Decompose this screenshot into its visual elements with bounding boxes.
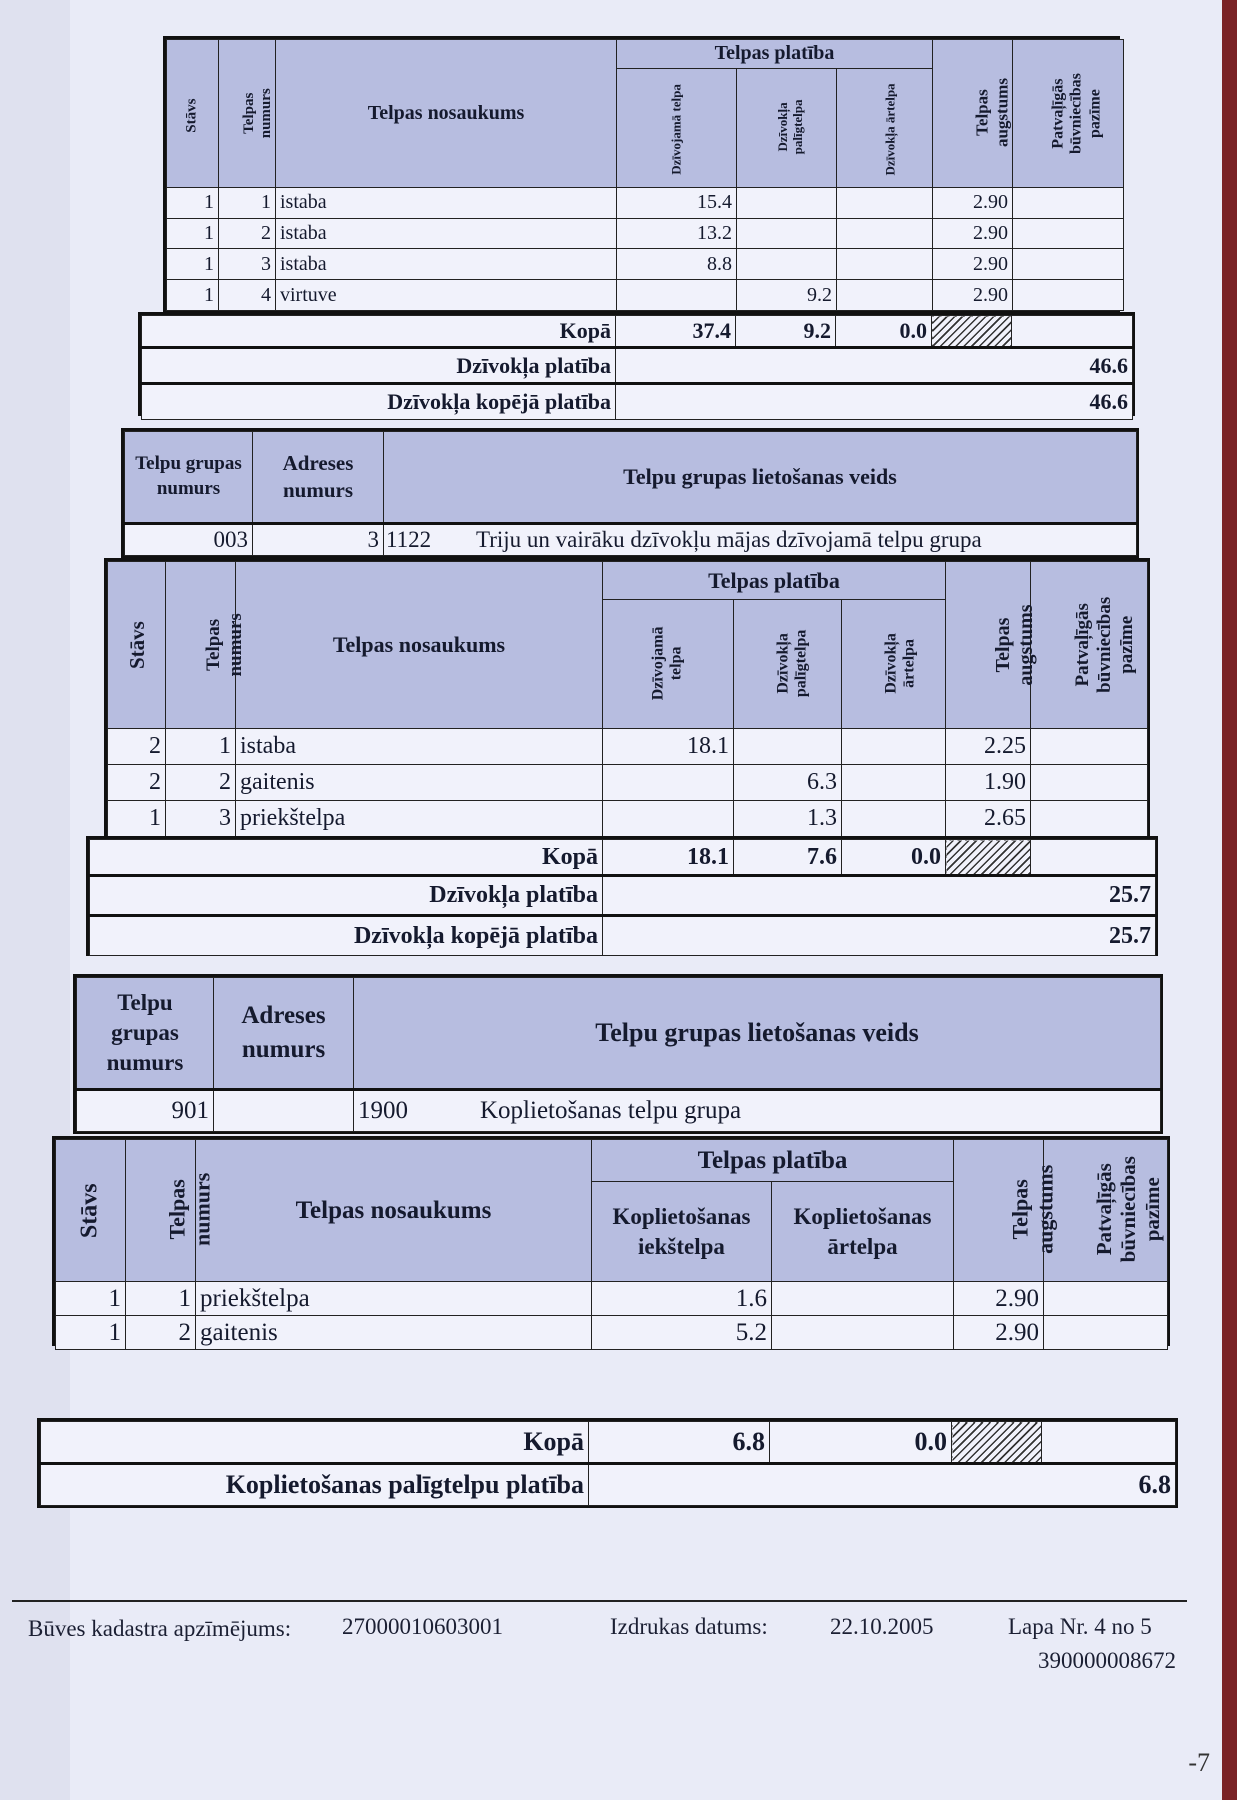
cell-pazime [1031, 729, 1148, 765]
cell-artelpa [837, 249, 933, 280]
cell-augstums: 2.90 [933, 249, 1013, 280]
cell-nr: 2 [219, 218, 276, 249]
header-telpu-grupas-numurs: Telpu grupas numurs [77, 978, 214, 1090]
cell-ikstelpa: 5.2 [592, 1316, 772, 1350]
cell-artelpa [772, 1316, 954, 1350]
cell-augstums: 2.90 [933, 280, 1013, 311]
cell-augstums: 2.90 [954, 1316, 1044, 1350]
dzivokla-kopeja-label: Dzīvokļa kopējā platība [142, 384, 616, 420]
header-paligtelpa: Dzīvokļa palīgtelpa [737, 68, 837, 187]
dzivokla-kopeja-value: 25.7 [603, 916, 1156, 956]
header-telpas-numurs: Telpas numurs [166, 562, 236, 729]
table-row [167, 187, 1124, 218]
cell-artelpa [842, 765, 946, 801]
cell-stavs: 1 [56, 1316, 126, 1350]
cell-ikstelpa: 1.6 [592, 1282, 772, 1316]
table-row [167, 249, 1124, 280]
cell-pazime [1031, 765, 1148, 801]
cell-artelpa [772, 1282, 954, 1316]
dzivokla-platiba-row [142, 348, 1133, 384]
header-stavs: Stāvs [167, 40, 219, 188]
cell-paligtelpa [737, 249, 837, 280]
table-row [56, 1282, 1168, 1316]
header-telpas-numurs: Telpas numurs [219, 40, 276, 188]
cell-name: gaitenis [236, 765, 603, 801]
header-dzivojama: Dzīvojamā telpa [617, 68, 737, 187]
table-row [167, 280, 1124, 311]
header-artelpa: Dzīvokļa ārtelpa [842, 600, 946, 729]
group-kods: 1900 [358, 1097, 408, 1124]
header-telpas-nosaukums: Telpas nosaukums [196, 1140, 592, 1282]
table-row [167, 218, 1124, 249]
cell-stavs: 1 [56, 1282, 126, 1316]
cell-nr: 1 [166, 729, 236, 765]
cell-name: virtuve [276, 280, 617, 311]
group-numurs: 901 [77, 1090, 214, 1132]
header-patvaligas: Patvaļīgās būvniecības pazīme [1044, 1140, 1168, 1282]
cell-pazime [1013, 249, 1124, 280]
header-telpas-augstums: Telpas augstums [954, 1140, 1044, 1282]
cell-dzivojama: 15.4 [617, 187, 737, 218]
header-telpas-platiba: Telpas platība [617, 40, 933, 69]
totals-1 [138, 312, 1135, 416]
kopa-dzivojama: 37.4 [616, 316, 736, 348]
cell-stavs: 1 [108, 801, 166, 837]
kopa-dzivojama: 18.1 [603, 840, 734, 876]
cell-pazime [1013, 218, 1124, 249]
cell-artelpa [837, 187, 933, 218]
empty-cell [1012, 316, 1133, 348]
cell-dzivojama [603, 765, 734, 801]
cell-paligtelpa: 6.3 [734, 765, 842, 801]
header-telpas-augstums: Telpas augstums [933, 40, 1013, 188]
cell-pazime [1013, 187, 1124, 218]
page-gutter [0, 0, 70, 1800]
kopa-paligtelpa: 9.2 [736, 316, 836, 348]
header-patvaligas: Patvaļīgās būvniecības pazīme [1013, 40, 1124, 188]
cell-artelpa [842, 729, 946, 765]
cell-pazime [1013, 280, 1124, 311]
cell-name: istaba [236, 729, 603, 765]
cell-dzivojama [617, 280, 737, 311]
cell-pazime [1031, 801, 1148, 837]
cell-stavs: 2 [108, 729, 166, 765]
header-dzivojama: Dzīvojamā telpa [603, 600, 734, 729]
cell-paligtelpa [737, 218, 837, 249]
cell-dzivojama: 18.1 [603, 729, 734, 765]
room-table-3 [52, 1136, 1170, 1346]
cell-paligtelpa: 9.2 [737, 280, 837, 311]
paligtelpu-platiba-label: Koplietošanas palīgtelpu platība [41, 1464, 589, 1506]
room-table-1 [163, 36, 1120, 314]
dzivokla-platiba-value: 25.7 [603, 876, 1156, 916]
group-numurs: 003 [125, 524, 253, 556]
cell-stavs: 1 [167, 249, 219, 280]
group-row [77, 1090, 1161, 1132]
cell-stavs: 1 [167, 218, 219, 249]
cell-augstums: 1.90 [946, 765, 1031, 801]
hatched-cell [946, 840, 1031, 876]
totals-2 [86, 836, 1158, 956]
dzivokla-platiba-row [90, 876, 1156, 916]
cell-artelpa [842, 801, 946, 837]
paligtelpu-platiba-row [41, 1464, 1176, 1506]
cell-paligtelpa [737, 187, 837, 218]
group-table-2 [121, 428, 1139, 558]
kopa-row [90, 840, 1156, 876]
header-artelpa: Dzīvokļa ārtelpa [837, 68, 933, 187]
cell-artelpa [837, 218, 933, 249]
paligtelpu-platiba-value: 6.8 [589, 1464, 1176, 1506]
table-row [108, 765, 1148, 801]
header-adreses-numurs: Adreses numurs [253, 432, 384, 524]
cell-name: istaba [276, 187, 617, 218]
header-koplietosanas-artelpa: Koplietošanas ārtelpa [772, 1182, 954, 1282]
group-veids-cell [354, 1090, 1161, 1132]
cell-pazime [1044, 1316, 1168, 1350]
table-row [56, 1316, 1168, 1350]
table-row [108, 729, 1148, 765]
header-lietosanas-veids: Telpu grupas lietošanas veids [384, 432, 1137, 524]
izdrukas-label: Izdrukas datums: [610, 1614, 768, 1639]
hatched-cell [952, 1422, 1042, 1464]
cell-name: istaba [276, 218, 617, 249]
dzivokla-kopeja-row [142, 384, 1133, 420]
kopa-row [41, 1422, 1176, 1464]
header-adreses-numurs: Adreses numurs [214, 978, 354, 1090]
cell-augstums: 2.25 [946, 729, 1031, 765]
header-telpas-platiba: Telpas platība [592, 1140, 954, 1182]
cell-dzivojama: 13.2 [617, 218, 737, 249]
empty-cell [1042, 1422, 1176, 1464]
group-adreses [214, 1090, 354, 1132]
cell-nr: 3 [166, 801, 236, 837]
totals-3 [37, 1418, 1178, 1508]
cell-artelpa [837, 280, 933, 311]
kopa-label: Kopā [41, 1422, 589, 1464]
kopa-ikstelpa: 6.8 [589, 1422, 770, 1464]
header-stavs: Stāvs [108, 562, 166, 729]
kadastra-value: 27000010603001 [342, 1614, 503, 1639]
document-number: 390000008672 [1038, 1648, 1176, 1673]
kopa-artelpa: 0.0 [842, 840, 946, 876]
kopa-artelpa: 0.0 [770, 1422, 952, 1464]
dzivokla-platiba-value: 46.6 [616, 348, 1133, 384]
kadastra-label: Būves kadastra apzīmējums: [28, 1616, 292, 1641]
group-row [125, 524, 1137, 556]
cell-name: priekštelpa [196, 1282, 592, 1316]
cell-augstums: 2.90 [933, 187, 1013, 218]
header-telpas-augstums: Telpas augstums [946, 562, 1031, 729]
dzivokla-platiba-label: Dzīvokļa platība [142, 348, 616, 384]
cell-dzivojama [603, 801, 734, 837]
cell-paligtelpa: 1.3 [734, 801, 842, 837]
cell-nr: 1 [219, 187, 276, 218]
dzivokla-kopeja-value: 46.6 [616, 384, 1133, 420]
cell-stavs: 2 [108, 765, 166, 801]
cell-stavs: 1 [167, 187, 219, 218]
dzivokla-platiba-label: Dzīvokļa platība [90, 876, 603, 916]
empty-cell [1031, 840, 1156, 876]
cell-augstums: 2.65 [946, 801, 1031, 837]
group-table-3 [73, 974, 1163, 1134]
cell-augstums: 2.90 [954, 1282, 1044, 1316]
header-lietosanas-veids: Telpu grupas lietošanas veids [354, 978, 1161, 1090]
group-veids: Triju un vairāku dzīvokļu mājas dzīvojamā telpu grupa [476, 527, 982, 552]
group-adreses: 3 [253, 524, 384, 556]
header-stavs: Stāvs [56, 1140, 126, 1282]
header-paligtelpa: Dzīvokļa palīgtelpa [734, 600, 842, 729]
header-telpas-platiba: Telpas platība [603, 562, 946, 600]
dzivokla-kopeja-label: Dzīvokļa kopējā platība [90, 916, 603, 956]
cell-paligtelpa [734, 729, 842, 765]
cell-nr: 4 [219, 280, 276, 311]
kopa-row [142, 316, 1133, 348]
group-veids: Koplietošanas telpu grupa [480, 1097, 742, 1124]
header-telpas-nosaukums: Telpas nosaukums [276, 40, 617, 188]
header-patvaligas: Patvaļīgās būvniecības pazīme [1031, 562, 1148, 729]
group-kods: 1122 [386, 527, 432, 552]
hatched-cell [932, 316, 1012, 348]
cell-dzivojama: 8.8 [617, 249, 737, 280]
cell-name: gaitenis [196, 1316, 592, 1350]
dzivokla-kopeja-row [90, 916, 1156, 956]
header-telpas-numurs: Telpas numurs [126, 1140, 196, 1282]
kopa-paligtelpa: 7.6 [734, 840, 842, 876]
table-row [108, 801, 1148, 837]
cell-stavs: 1 [167, 280, 219, 311]
cell-augstums: 2.90 [933, 218, 1013, 249]
cell-name: priekštelpa [236, 801, 603, 837]
room-table-2 [104, 558, 1150, 840]
cell-nr: 3 [219, 249, 276, 280]
cell-nr: 2 [166, 765, 236, 801]
header-telpas-nosaukums: Telpas nosaukums [236, 562, 603, 729]
cell-nr: 1 [126, 1282, 196, 1316]
header-telpu-grupas-numurs: Telpu grupas numurs [125, 432, 253, 524]
cell-name: istaba [276, 249, 617, 280]
page-mark: -7 [1188, 1748, 1210, 1777]
izdrukas-value: 22.10.2005 [830, 1614, 934, 1639]
lapa-number: Lapa Nr. 4 no 5 [1008, 1614, 1152, 1639]
footer-rule [12, 1600, 1187, 1602]
cell-nr: 2 [126, 1316, 196, 1350]
group-veids-cell [384, 524, 1137, 556]
header-koplietosanas-ikstelpa: Koplietošanas iekštelpa [592, 1182, 772, 1282]
kopa-label: Kopā [142, 316, 616, 348]
kopa-artelpa: 0.0 [836, 316, 932, 348]
kopa-label: Kopā [90, 840, 603, 876]
